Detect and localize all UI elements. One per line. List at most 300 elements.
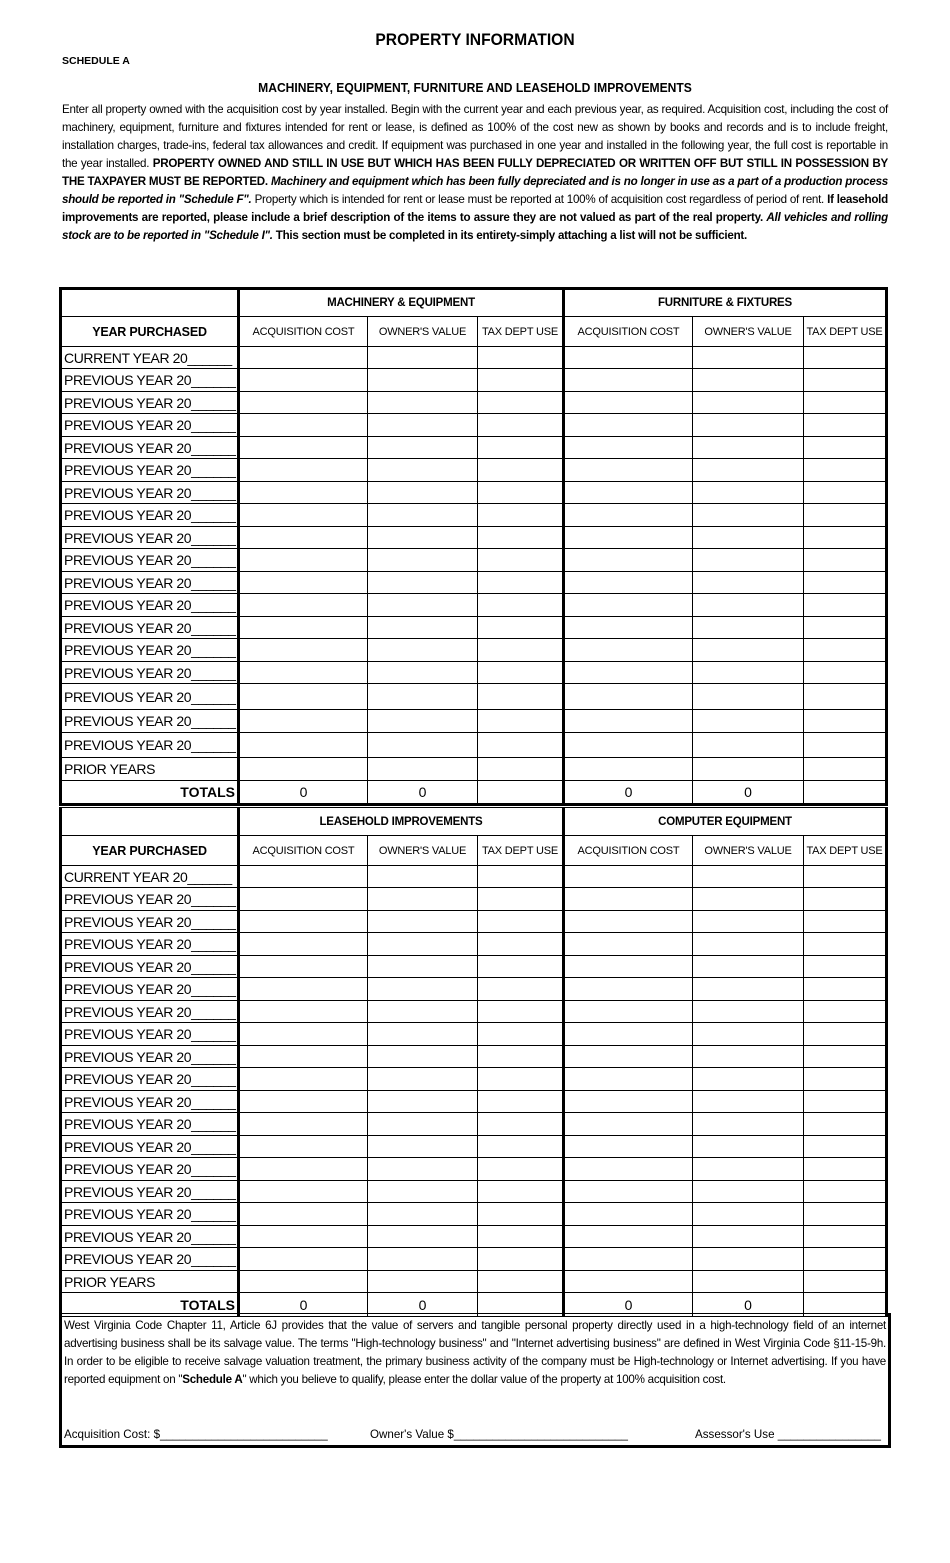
entry-cell[interactable]	[239, 527, 368, 549]
entry-cell[interactable]	[564, 1271, 693, 1293]
table-row	[61, 758, 887, 781]
tax-dept-cell	[478, 1203, 564, 1226]
footer-paragraph	[64, 1317, 886, 1389]
leasehold-computer-table	[59, 807, 888, 1317]
owners-value-field[interactable]: Owner's Value $___________________________	[370, 1428, 628, 1441]
year-label: PREVIOUS YEAR 20______	[61, 1136, 239, 1158]
entry-cell[interactable]	[564, 482, 693, 504]
entry-cell[interactable]	[693, 662, 804, 684]
entry-cell[interactable]	[564, 1068, 693, 1091]
entry-cell[interactable]	[239, 684, 368, 710]
entry-cell[interactable]	[564, 1226, 693, 1248]
year-purchased-header: YEAR PURCHASED	[61, 317, 239, 347]
entry-cell[interactable]	[239, 662, 368, 684]
entry-cell[interactable]	[239, 437, 368, 459]
entry-cell[interactable]	[368, 594, 478, 617]
entry-cell[interactable]	[693, 617, 804, 639]
entry-cell[interactable]	[693, 684, 804, 710]
entry-cell[interactable]	[239, 1271, 368, 1293]
entry-cell[interactable]	[564, 1113, 693, 1136]
entry-cell[interactable]	[368, 684, 478, 710]
entry-cell[interactable]	[693, 710, 804, 733]
table-row	[61, 1203, 887, 1226]
entry-cell[interactable]	[564, 414, 693, 437]
table-row	[61, 1023, 887, 1046]
entry-cell[interactable]	[564, 459, 693, 482]
entry-cell[interactable]	[368, 549, 478, 572]
tax-dept-cell	[804, 549, 887, 572]
table-row	[61, 594, 887, 617]
entry-cell[interactable]	[564, 617, 693, 639]
entry-cell[interactable]	[239, 549, 368, 572]
entry-cell[interactable]	[564, 866, 693, 888]
entry-cell[interactable]	[368, 1158, 478, 1181]
footer-text-2: " which you believe to qualify, please enter the dollar value of the property at 100% acquisition cost.	[242, 1373, 726, 1386]
table-row	[61, 1091, 887, 1113]
tax-dept-cell	[804, 888, 887, 911]
entry-cell[interactable]	[564, 911, 693, 933]
entry-cell[interactable]	[239, 369, 368, 392]
table-row	[61, 684, 887, 710]
table-row	[61, 1068, 887, 1091]
tax-dept-cell	[804, 1023, 887, 1046]
tax-dept-cell	[478, 549, 564, 572]
tax-dept-cell	[478, 617, 564, 639]
entry-cell[interactable]	[368, 1271, 478, 1293]
entry-cell[interactable]	[239, 617, 368, 639]
tax-dept-cell	[804, 414, 887, 437]
tax-dept-cell	[804, 1248, 887, 1271]
entry-cell[interactable]	[693, 482, 804, 504]
table-row	[61, 437, 887, 459]
year-label: PREVIOUS YEAR 20______	[61, 482, 239, 504]
blank-cell	[61, 808, 239, 836]
entry-cell[interactable]	[239, 1046, 368, 1068]
year-label: PREVIOUS YEAR 20______	[61, 978, 239, 1001]
entry-cell[interactable]	[693, 572, 804, 594]
table-row	[61, 866, 887, 888]
year-label: PREVIOUS YEAR 20______	[61, 527, 239, 549]
entry-cell[interactable]	[368, 866, 478, 888]
entry-cell[interactable]	[368, 639, 478, 662]
entry-cell[interactable]	[564, 1203, 693, 1226]
year-label: PREVIOUS YEAR 20______	[61, 572, 239, 594]
tax-dept-cell	[804, 662, 887, 684]
total-value: 0	[368, 1293, 478, 1317]
entry-cell[interactable]	[368, 1226, 478, 1248]
entry-cell[interactable]	[368, 482, 478, 504]
year-label: PREVIOUS YEAR 20______	[61, 594, 239, 617]
tax-dept-cell	[804, 978, 887, 1001]
tax-dept-cell	[478, 437, 564, 459]
entry-cell[interactable]	[368, 933, 478, 956]
entry-cell[interactable]	[564, 1046, 693, 1068]
tax-dept-cell	[478, 1113, 564, 1136]
year-label: PREVIOUS YEAR 20______	[61, 710, 239, 733]
entry-cell[interactable]	[368, 1136, 478, 1158]
table-row	[61, 414, 887, 437]
entry-cell[interactable]	[239, 392, 368, 414]
entry-cell[interactable]	[239, 758, 368, 781]
entry-cell[interactable]	[239, 594, 368, 617]
tax-dept-cell	[478, 482, 564, 504]
entry-cell[interactable]	[239, 639, 368, 662]
entry-cell[interactable]	[564, 956, 693, 978]
tax-dept-cell	[478, 1158, 564, 1181]
entry-cell[interactable]	[239, 572, 368, 594]
entry-cell[interactable]	[564, 392, 693, 414]
entry-cell[interactable]	[564, 572, 693, 594]
entry-cell[interactable]	[368, 572, 478, 594]
entry-cell[interactable]	[368, 527, 478, 549]
table-row	[61, 549, 887, 572]
tax-dept-cell	[804, 347, 887, 369]
table-row	[61, 1158, 887, 1181]
tax-dept-cell	[478, 1181, 564, 1203]
column-header: ACQUISITION COST	[239, 836, 368, 866]
entry-cell[interactable]	[564, 733, 693, 758]
entry-cell[interactable]	[239, 933, 368, 956]
year-label: PREVIOUS YEAR 20______	[61, 414, 239, 437]
entry-cell[interactable]	[693, 1158, 804, 1181]
tax-dept-cell	[478, 1248, 564, 1271]
entry-cell[interactable]	[239, 504, 368, 527]
tax-dept-cell	[804, 866, 887, 888]
entry-cell[interactable]	[693, 1023, 804, 1046]
year-label: CURRENT YEAR 20______	[61, 866, 239, 888]
totals-row	[61, 781, 887, 805]
entry-cell[interactable]	[368, 888, 478, 911]
entry-cell[interactable]	[368, 978, 478, 1001]
entry-cell[interactable]	[564, 437, 693, 459]
column-header-row	[61, 836, 887, 866]
entry-cell[interactable]	[693, 1136, 804, 1158]
table-row	[61, 1046, 887, 1068]
entry-cell[interactable]	[368, 617, 478, 639]
entry-cell[interactable]	[693, 1203, 804, 1226]
year-label: PREVIOUS YEAR 20______	[61, 1248, 239, 1271]
entry-cell[interactable]	[564, 684, 693, 710]
entry-cell[interactable]	[239, 1226, 368, 1248]
year-label: PREVIOUS YEAR 20______	[61, 459, 239, 482]
footer-schedule-ref: Schedule A	[182, 1373, 243, 1386]
entry-cell[interactable]	[693, 1001, 804, 1023]
entry-cell[interactable]	[693, 392, 804, 414]
table-row	[61, 459, 887, 482]
tax-dept-cell	[804, 1158, 887, 1181]
table-row	[61, 888, 887, 911]
entry-cell[interactable]	[693, 733, 804, 758]
entry-cell[interactable]	[693, 1091, 804, 1113]
tax-dept-cell	[478, 347, 564, 369]
section-right-title: COMPUTER EQUIPMENT	[564, 808, 887, 836]
entry-cell[interactable]	[693, 758, 804, 781]
year-label: PREVIOUS YEAR 20______	[61, 911, 239, 933]
year-label: PREVIOUS YEAR 20______	[61, 369, 239, 392]
tax-dept-cell	[804, 1226, 887, 1248]
entry-cell[interactable]	[239, 911, 368, 933]
entry-cell[interactable]	[368, 504, 478, 527]
entry-cell[interactable]	[693, 933, 804, 956]
tax-dept-cell	[804, 1181, 887, 1203]
entry-cell[interactable]	[239, 1068, 368, 1091]
entry-cell[interactable]	[239, 1001, 368, 1023]
entry-cell[interactable]	[693, 866, 804, 888]
entry-cell[interactable]	[368, 662, 478, 684]
section-subtitle: MACHINERY, EQUIPMENT, FURNITURE AND LEASEHOLD IMPROVEMENTS	[258, 80, 692, 95]
table-row	[61, 978, 887, 1001]
entry-cell[interactable]	[239, 866, 368, 888]
tax-dept-cell	[804, 594, 887, 617]
entry-cell[interactable]	[239, 710, 368, 733]
entry-cell[interactable]	[368, 1248, 478, 1271]
tax-dept-cell	[478, 1226, 564, 1248]
tax-dept-cell	[478, 527, 564, 549]
entry-cell[interactable]	[239, 1203, 368, 1226]
year-label: PREVIOUS YEAR 20______	[61, 1203, 239, 1226]
year-label: PREVIOUS YEAR 20______	[61, 1226, 239, 1248]
tax-dept-cell	[804, 710, 887, 733]
entry-cell[interactable]	[239, 1181, 368, 1203]
year-purchased-header: YEAR PURCHASED	[61, 836, 239, 866]
tax-dept-cell	[478, 1001, 564, 1023]
year-label: PREVIOUS YEAR 20______	[61, 956, 239, 978]
year-label: PREVIOUS YEAR 20______	[61, 1001, 239, 1023]
year-label: PREVIOUS YEAR 20______	[61, 504, 239, 527]
tax-dept-cell	[478, 572, 564, 594]
tax-dept-cell	[478, 639, 564, 662]
tax-dept-cell	[804, 1136, 887, 1158]
table-row	[61, 504, 887, 527]
entry-cell[interactable]	[368, 347, 478, 369]
blank-cell	[61, 289, 239, 317]
entry-cell[interactable]	[368, 758, 478, 781]
entry-cell[interactable]	[239, 1158, 368, 1181]
tax-dept-cell	[478, 933, 564, 956]
entry-cell[interactable]	[368, 1001, 478, 1023]
entry-cell[interactable]	[564, 1001, 693, 1023]
entry-cell[interactable]	[693, 527, 804, 549]
tax-dept-cell	[478, 1046, 564, 1068]
section-header-row	[61, 289, 887, 317]
entry-cell[interactable]	[693, 639, 804, 662]
tax-dept-cell	[478, 1023, 564, 1046]
entry-cell[interactable]	[239, 888, 368, 911]
entry-cell[interactable]	[564, 549, 693, 572]
tax-dept-cell	[478, 1271, 564, 1293]
table-row	[61, 527, 887, 549]
entry-cell[interactable]	[564, 594, 693, 617]
tax-dept-cell	[478, 1136, 564, 1158]
intro-bold-italic-2: All vehicles and rolling stock are to be reported in "Schedule I".	[62, 211, 888, 242]
entry-cell[interactable]	[564, 504, 693, 527]
tax-dept-cell	[804, 459, 887, 482]
total-value: 0	[368, 781, 478, 805]
entry-cell[interactable]	[564, 662, 693, 684]
column-header: OWNER'S VALUE	[693, 836, 804, 866]
totals-label: TOTALS	[61, 1293, 239, 1317]
tax-dept-cell	[478, 978, 564, 1001]
entry-cell[interactable]	[693, 437, 804, 459]
column-header: ACQUISITION COST	[239, 317, 368, 347]
tax-dept-cell	[804, 392, 887, 414]
tax-dept-cell	[804, 956, 887, 978]
entry-cell[interactable]	[368, 459, 478, 482]
entry-cell[interactable]	[693, 594, 804, 617]
entry-cell[interactable]	[693, 549, 804, 572]
tax-dept-cell	[478, 369, 564, 392]
entry-cell[interactable]	[239, 482, 368, 504]
entry-cell[interactable]	[239, 1023, 368, 1046]
entry-cell[interactable]	[368, 369, 478, 392]
entry-cell[interactable]	[693, 369, 804, 392]
entry-cell[interactable]	[239, 1113, 368, 1136]
tax-dept-cell	[804, 617, 887, 639]
year-label: PREVIOUS YEAR 20______	[61, 1181, 239, 1203]
entry-cell[interactable]	[564, 369, 693, 392]
entry-cell[interactable]	[564, 933, 693, 956]
entry-cell[interactable]	[368, 437, 478, 459]
tax-dept-cell	[804, 527, 887, 549]
page-title: PROPERTY INFORMATION	[375, 30, 575, 49]
entry-cell[interactable]	[239, 1136, 368, 1158]
column-header: OWNER'S VALUE	[368, 836, 478, 866]
tax-dept-cell	[804, 933, 887, 956]
year-label: PRIOR YEARS	[61, 1271, 239, 1293]
tax-dept-cell	[478, 866, 564, 888]
year-label: PREVIOUS YEAR 20______	[61, 684, 239, 710]
entry-cell[interactable]	[693, 1113, 804, 1136]
entry-cell[interactable]	[693, 911, 804, 933]
total-value: 0	[564, 1293, 693, 1317]
entry-cell[interactable]	[564, 639, 693, 662]
tax-dept-cell	[804, 504, 887, 527]
entry-cell[interactable]	[564, 1136, 693, 1158]
entry-cell[interactable]	[693, 1181, 804, 1203]
tax-dept-cell	[804, 482, 887, 504]
entry-cell[interactable]	[368, 1181, 478, 1203]
year-label: CURRENT YEAR 20______	[61, 347, 239, 369]
entry-cell[interactable]	[564, 1158, 693, 1181]
entry-cell[interactable]	[368, 1113, 478, 1136]
entry-cell[interactable]	[564, 347, 693, 369]
entry-cell[interactable]	[368, 710, 478, 733]
schedule-label: SCHEDULE A	[62, 55, 130, 67]
entry-cell[interactable]	[564, 1181, 693, 1203]
column-header: OWNER'S VALUE	[693, 317, 804, 347]
table-row	[61, 1113, 887, 1136]
high-tech-footer	[59, 1313, 891, 1448]
year-label: PREVIOUS YEAR 20______	[61, 1068, 239, 1091]
total-value	[478, 781, 564, 805]
tax-dept-cell	[804, 572, 887, 594]
entry-cell[interactable]	[368, 1046, 478, 1068]
entry-cell[interactable]	[239, 956, 368, 978]
total-value: 0	[239, 781, 368, 805]
entry-cell[interactable]	[693, 1248, 804, 1271]
entry-cell[interactable]	[693, 956, 804, 978]
entry-cell[interactable]	[368, 1068, 478, 1091]
totals-label: TOTALS	[61, 781, 239, 805]
table-row	[61, 482, 887, 504]
column-header: TAX DEPT USE	[804, 317, 887, 347]
entry-cell[interactable]	[368, 956, 478, 978]
entry-cell[interactable]	[693, 1068, 804, 1091]
tax-dept-cell	[804, 1068, 887, 1091]
entry-cell[interactable]	[693, 347, 804, 369]
table-row	[61, 369, 887, 392]
entry-cell[interactable]	[693, 414, 804, 437]
tax-dept-cell	[478, 392, 564, 414]
section-right-title: FURNITURE & FIXTURES	[564, 289, 887, 317]
tax-dept-cell	[804, 758, 887, 781]
entry-cell[interactable]	[239, 733, 368, 758]
entry-cell[interactable]	[564, 978, 693, 1001]
assessors-use-field: Assessor's Use ________________	[695, 1428, 881, 1441]
instructions-paragraph	[62, 101, 888, 245]
entry-cell[interactable]	[693, 1271, 804, 1293]
tax-dept-cell	[478, 758, 564, 781]
year-label: PREVIOUS YEAR 20______	[61, 888, 239, 911]
entry-cell[interactable]	[239, 978, 368, 1001]
entry-cell[interactable]	[239, 1248, 368, 1271]
total-value: 0	[693, 1293, 804, 1317]
acquisition-cost-field[interactable]: Acquisition Cost: $__________________________	[64, 1428, 328, 1441]
entry-cell[interactable]	[368, 911, 478, 933]
entry-cell[interactable]	[239, 414, 368, 437]
machinery-furniture-table	[59, 287, 888, 806]
tax-dept-cell	[478, 459, 564, 482]
table-row	[61, 572, 887, 594]
entry-cell[interactable]	[564, 1091, 693, 1113]
entry-cell[interactable]	[368, 1203, 478, 1226]
tax-dept-cell	[478, 710, 564, 733]
tax-dept-cell	[804, 437, 887, 459]
tax-dept-cell	[478, 414, 564, 437]
year-label: PREVIOUS YEAR 20______	[61, 1046, 239, 1068]
section-left-title: MACHINERY & EQUIPMENT	[239, 289, 564, 317]
tax-dept-cell	[478, 956, 564, 978]
entry-cell[interactable]	[564, 1248, 693, 1271]
entry-cell[interactable]	[239, 459, 368, 482]
entry-cell[interactable]	[368, 1091, 478, 1113]
total-value	[804, 781, 887, 805]
year-label: PREVIOUS YEAR 20______	[61, 639, 239, 662]
entry-cell[interactable]	[564, 527, 693, 549]
entry-cell[interactable]	[693, 1226, 804, 1248]
entry-cell[interactable]	[368, 733, 478, 758]
entry-cell[interactable]	[564, 1023, 693, 1046]
entry-cell[interactable]	[368, 392, 478, 414]
entry-cell[interactable]	[564, 888, 693, 911]
tax-dept-cell	[804, 1001, 887, 1023]
entry-cell[interactable]	[693, 459, 804, 482]
entry-cell[interactable]	[564, 710, 693, 733]
entry-cell[interactable]	[564, 758, 693, 781]
intro-bold-1: PROPERTY OWNED AND STILL IN USE BUT WHICH HAS BEEN FULLY DEPRECIATED OR WRITTEN OFF BUT STILL IN POSSESSION BY THE TAXPAYER MUST BE REPORTED.	[62, 157, 888, 188]
entry-cell[interactable]	[693, 978, 804, 1001]
tax-dept-cell	[804, 369, 887, 392]
entry-cell[interactable]	[693, 1046, 804, 1068]
entry-cell[interactable]	[239, 347, 368, 369]
tax-dept-cell	[478, 733, 564, 758]
table-row	[61, 733, 887, 758]
entry-cell[interactable]	[239, 1091, 368, 1113]
entry-cell[interactable]	[368, 414, 478, 437]
entry-cell[interactable]	[368, 1023, 478, 1046]
entry-cell[interactable]	[693, 504, 804, 527]
entry-cell[interactable]	[693, 888, 804, 911]
